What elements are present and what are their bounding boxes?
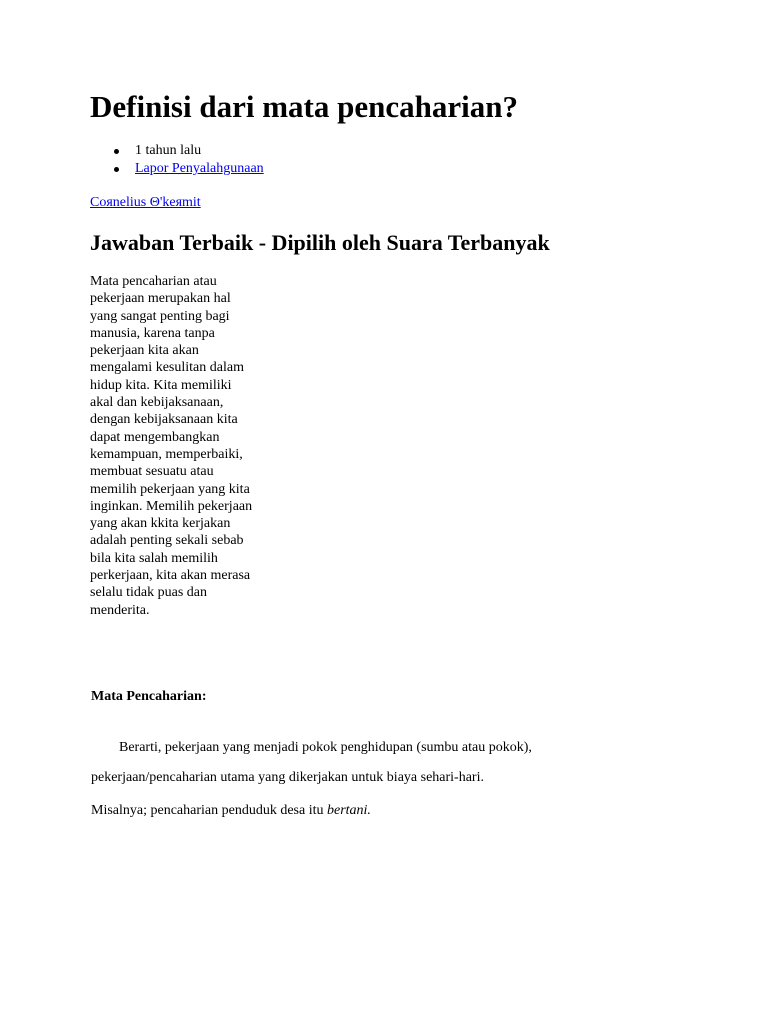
definition-block bbox=[91, 688, 611, 818]
author-line bbox=[90, 194, 201, 212]
best-answer-body: Mata pencaharian atau pekerjaan merupakan hal yang sangat penting bagi manusia, karena tanpa pekerjaan kita akan mengalami kesulitan dalam hidup kita. Kita memiliki akal dan kebijaksanaan, dengan kebijaksanaan kita dapat mengembangkan kemampuan, memperbaiki, membuat sesuatu atau memilih pekerjaan yang kita inginkan. Memilih pekerjaan yang akan kkita kerjakan adalah penting sekali sebab bila kita salah memilih perkerjaan, kita akan merasa selalu tidak puas dan menderita. bbox=[90, 274, 253, 618]
meta-item-time bbox=[90, 142, 264, 160]
example-prefix: Misalnya; pencaharian penduduk desa itu bbox=[91, 803, 327, 818]
bullet-icon bbox=[114, 149, 119, 154]
bullet-icon bbox=[114, 167, 119, 172]
time-ago-text: 1 tahun lalu bbox=[135, 143, 202, 158]
definition-paragraph: Berarti, pekerjaan yang menjadi pokok penghidupan (sumbu atau pokok), pekerjaan/pencaharian utama yang dikerjakan untuk biaya sehari-hari. bbox=[91, 740, 532, 785]
question-title: Definisi dari mata pencaharian? bbox=[90, 89, 518, 124]
report-abuse-link[interactable]: Lapor Penyalahgunaan bbox=[135, 161, 264, 176]
meta-item-report bbox=[90, 160, 264, 178]
author-link[interactable]: Coяnelius Θ'keяmit bbox=[90, 195, 201, 210]
definition-example bbox=[91, 802, 371, 820]
definition-title: Mata Pencaharian: bbox=[91, 689, 207, 704]
question-meta-list bbox=[90, 142, 264, 178]
example-emphasis: bertani. bbox=[326, 803, 371, 818]
best-answer-heading: Jawaban Terbaik - Dipilih oleh Suara Terbanyak bbox=[90, 230, 550, 255]
